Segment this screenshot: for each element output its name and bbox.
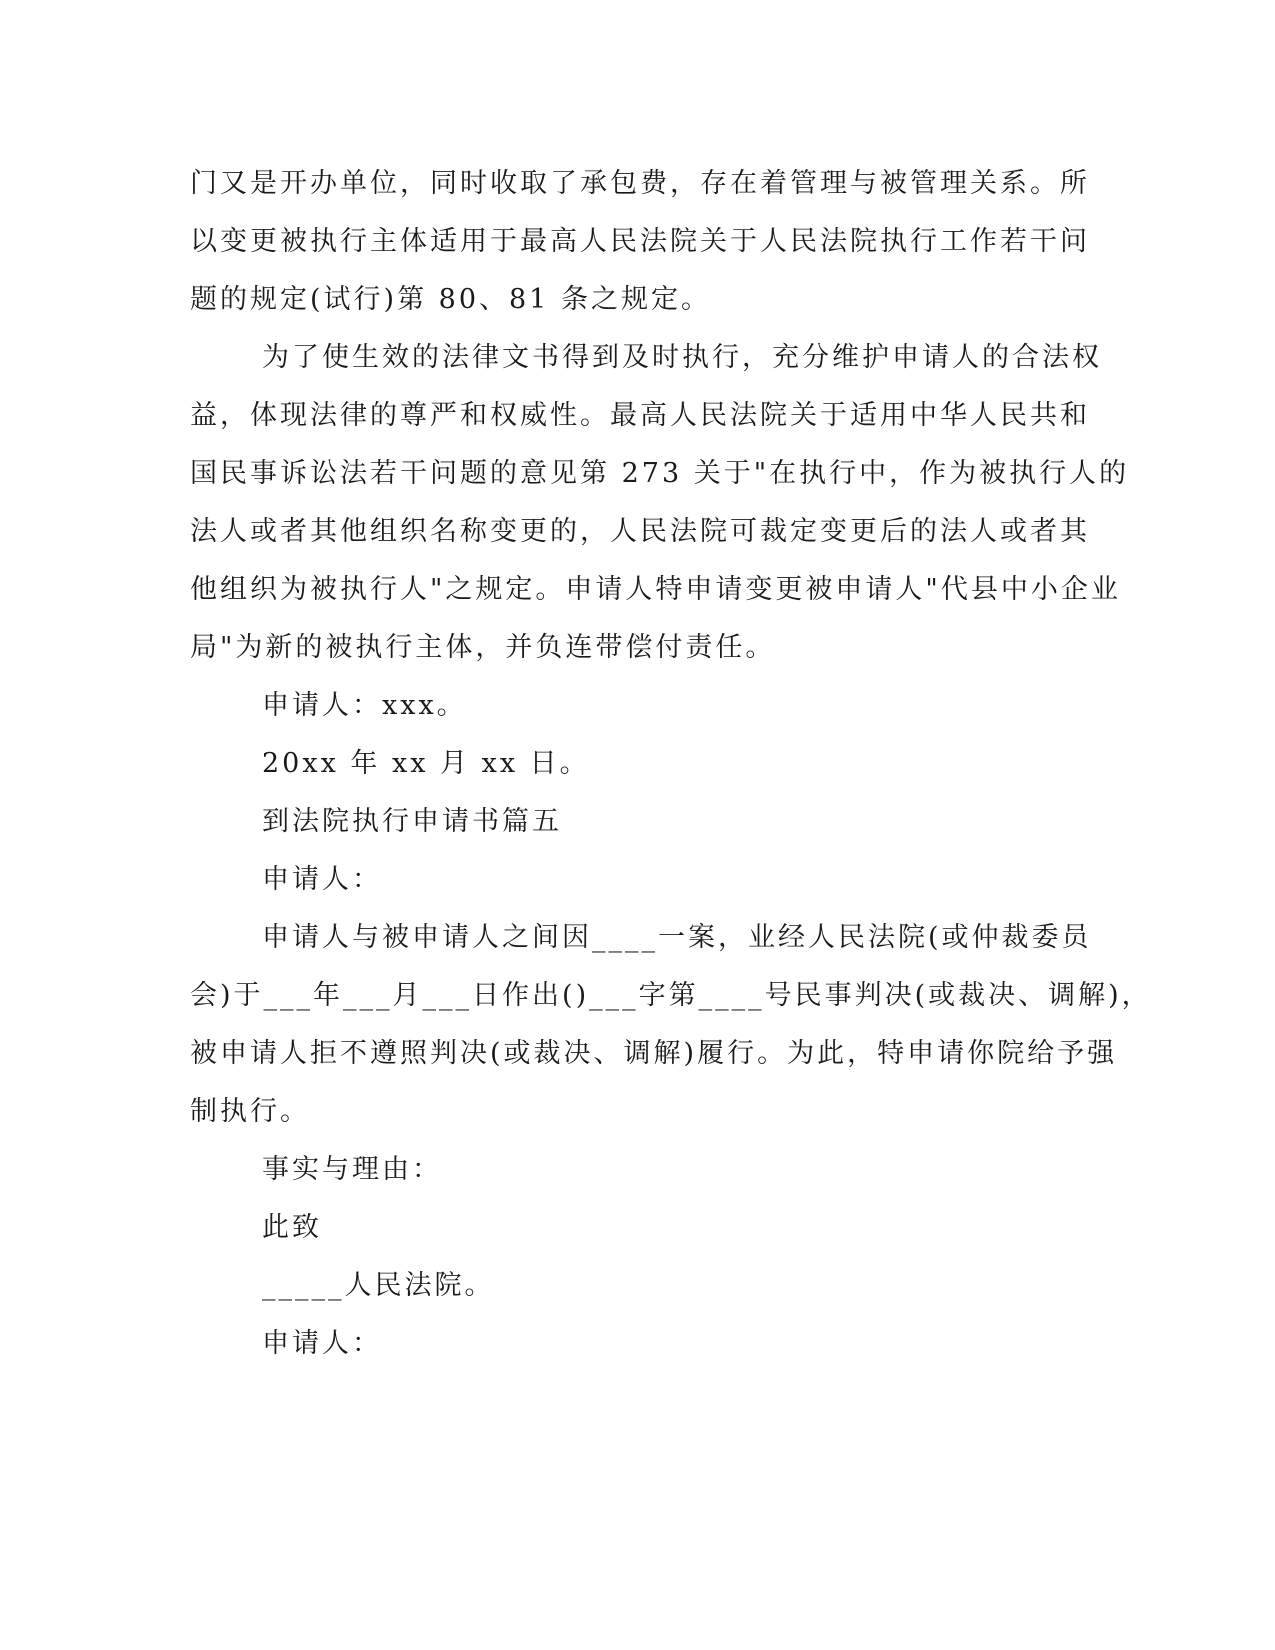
paragraph-line: 以变更被执行主体适用于最高人民法院关于人民法院执行工作若干问 xyxy=(190,226,1090,257)
applicant-label: 申请人： xyxy=(262,864,382,895)
paragraph-line: 会)于___年___月___日作出()___字第____号民事判决(或裁决、调解)， xyxy=(190,980,1152,1011)
section-title: 到法院执行申请书篇五 xyxy=(262,806,562,837)
paragraph-line: 他组织为被执行人"之规定。申请人特申请变更被申请人"代县中小企业 xyxy=(190,574,1121,605)
paragraph-line: 题的规定(试行)第 80、81 条之规定。 xyxy=(190,284,711,315)
paragraph-line: 申请人与被申请人之间因____一案，业经人民法院(或仲裁委员 xyxy=(262,922,1092,953)
signature-label: 申请人： xyxy=(262,1328,382,1359)
facts-label: 事实与理由： xyxy=(262,1154,442,1185)
paragraph-line: 被申请人拒不遵照判决(或裁决、调解)履行。为此，特申请你院给予强 xyxy=(190,1038,1118,1069)
paragraph-line: 为了使生效的法律文书得到及时执行，充分维护申请人的合法权 xyxy=(262,342,1102,373)
paragraph-line: 制执行。 xyxy=(190,1096,310,1127)
date-line: 20xx 年 xx 月 xx 日。 xyxy=(262,748,590,779)
paragraph-line: 门又是开办单位，同时收取了承包费，存在着管理与被管理关系。所 xyxy=(190,168,1090,199)
paragraph-line: 益，体现法律的尊严和权威性。最高人民法院关于适用中华人民共和 xyxy=(190,400,1090,431)
paragraph-line: 法人或者其他组织名称变更的，人民法院可裁定变更后的法人或者其 xyxy=(190,516,1090,547)
applicant-line: 申请人：xxx。 xyxy=(262,690,467,721)
paragraph-line: 国民事诉讼法若干问题的意见第 273 关于"在执行中，作为被执行人的 xyxy=(190,458,1130,489)
paragraph-line: 局"为新的被执行主体，并负连带偿付责任。 xyxy=(190,632,776,663)
salutation: 此致 xyxy=(262,1212,322,1243)
court-line: _____人民法院。 xyxy=(262,1270,495,1301)
